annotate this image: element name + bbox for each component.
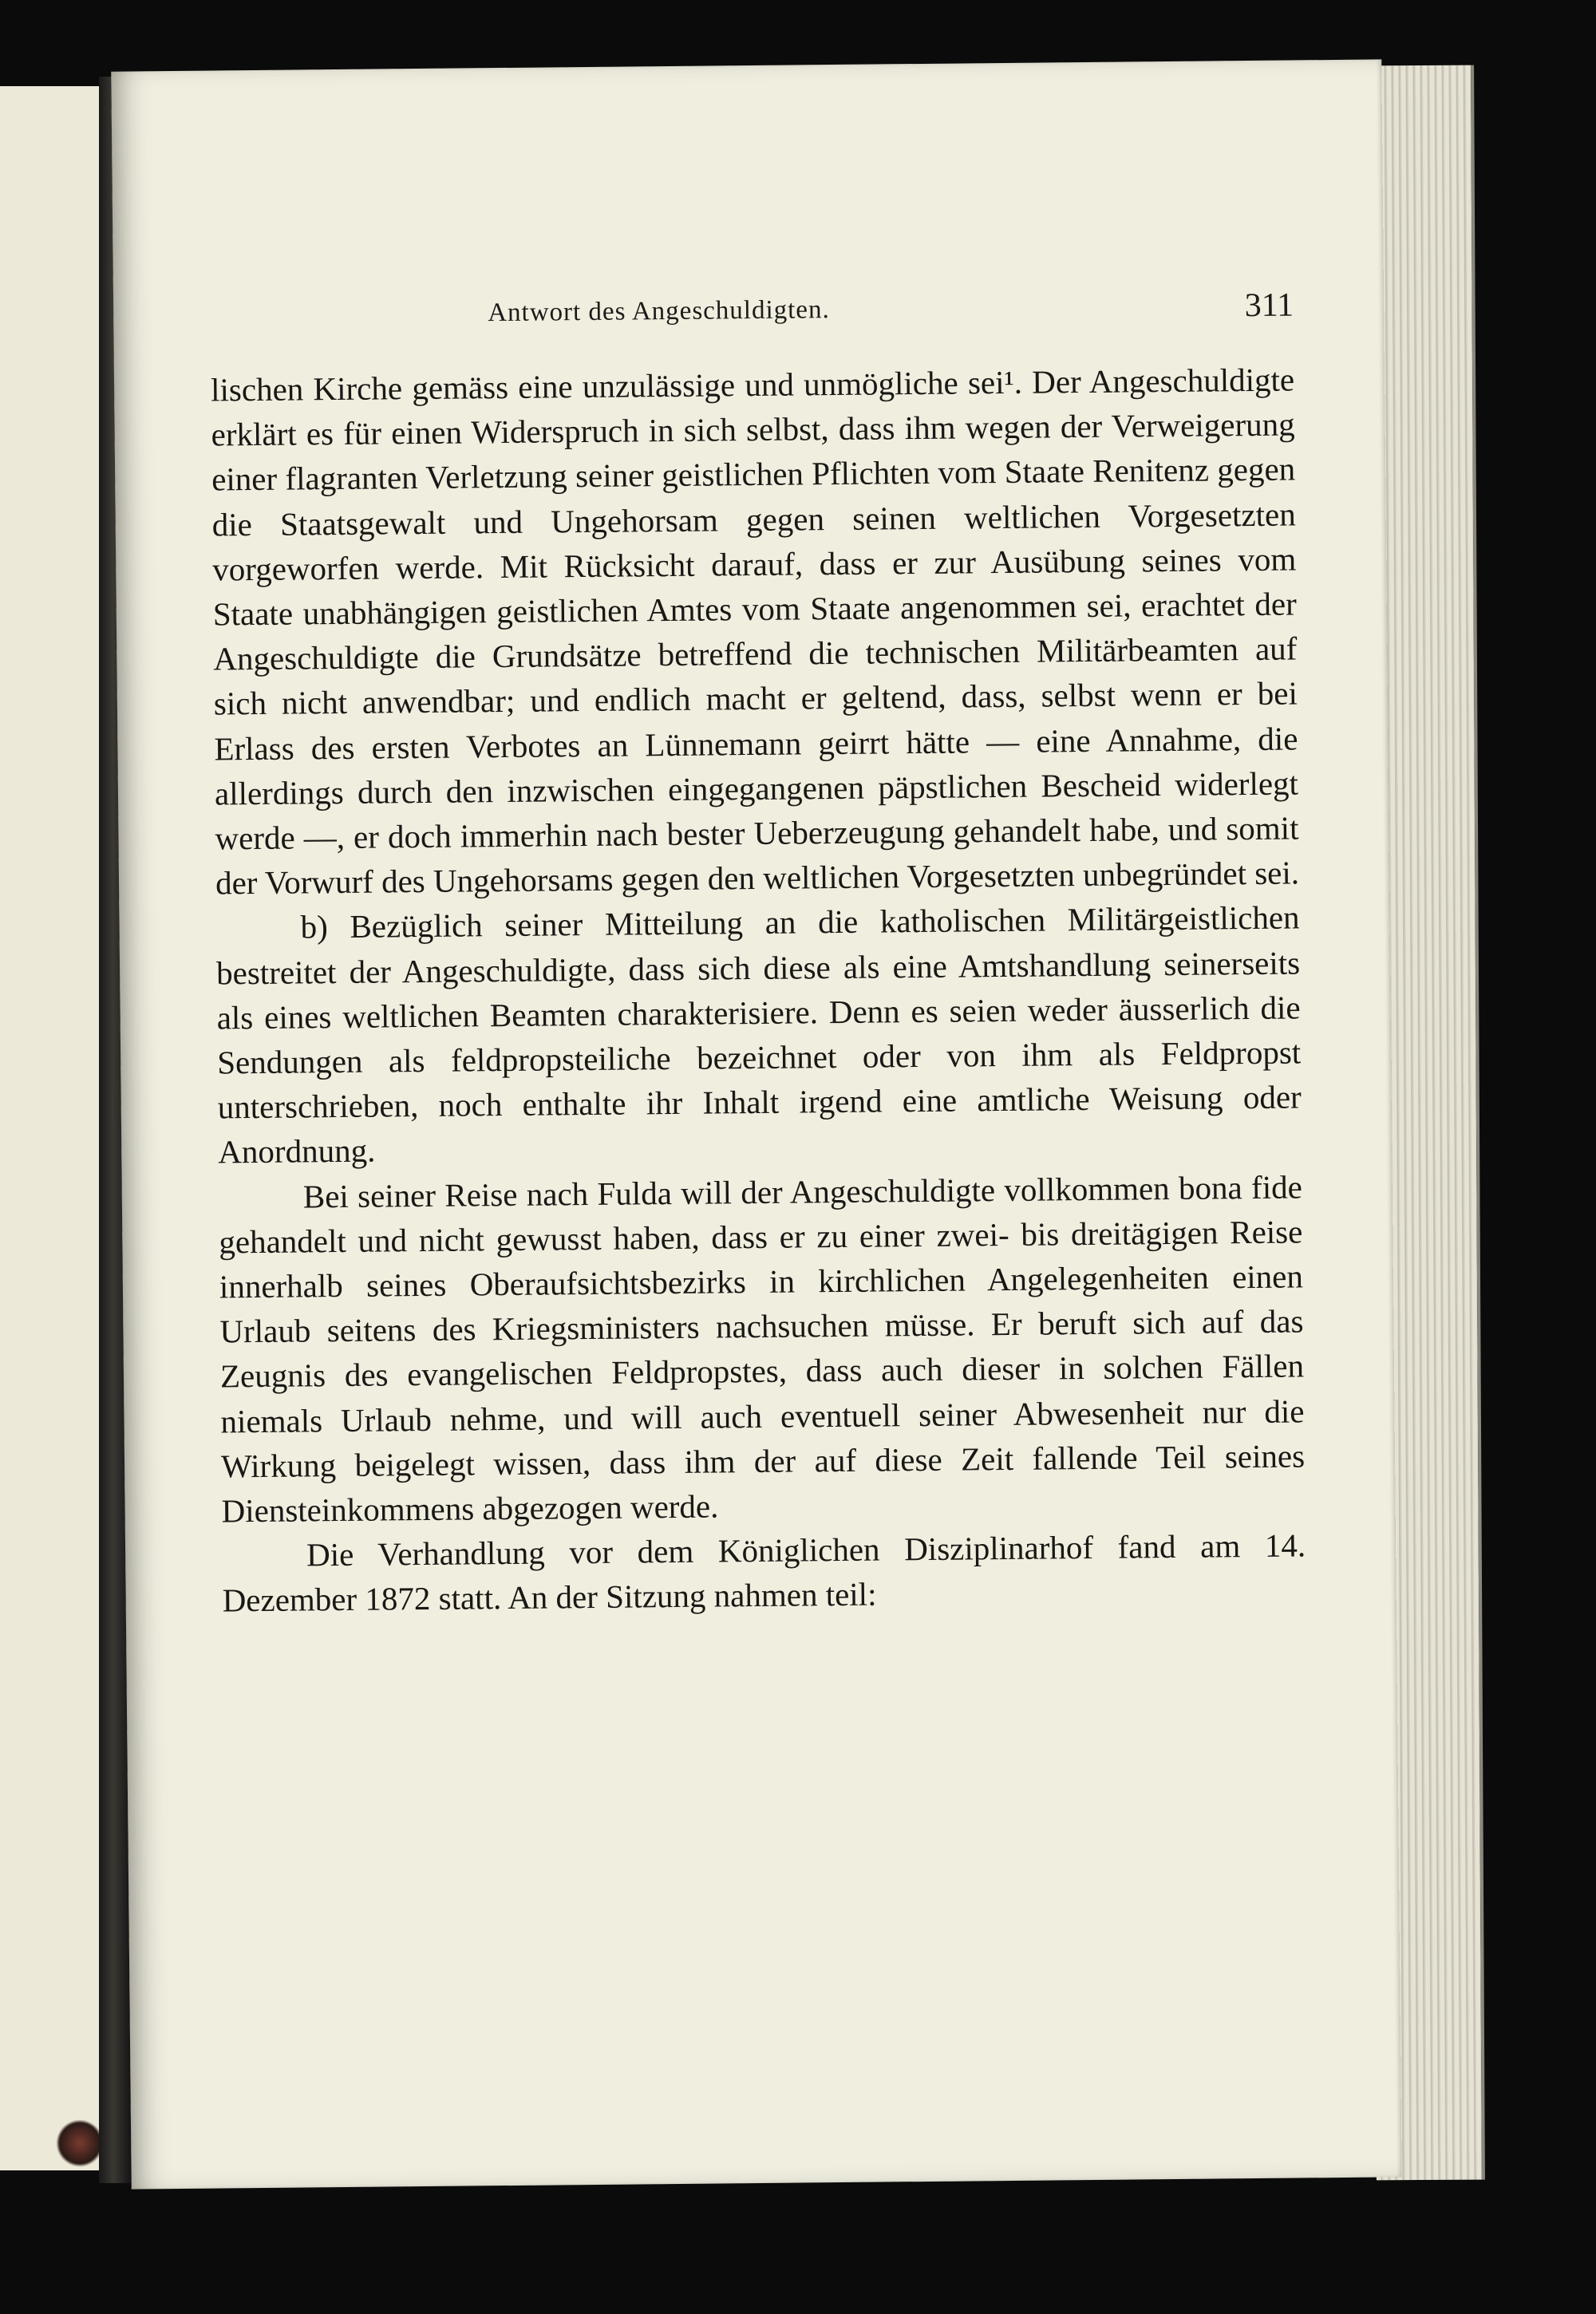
page-number: 311 [1244,286,1294,325]
paragraph-hearing: Die Verhandlung vor dem Königlichen Disziplinarhof fand am 14. Dezember 1872 statt. An der Sitzung nahmen teil: [222,1526,1306,1619]
page-header [488,286,1294,342]
paragraph-continuation: lischen Kirche gemäss eine unzulässige und unmögliche sei¹. Der Angeschuldigte erklärt es für einen Widerspruch in sich selbst, dass ihm wegen der Verweigerung einer flagranten Verletzung seiner geistlichen Pflichten vom Staate Renitenz gegen die Staatsgewalt und Ungehorsam gegen seinen weltlichen Vorgesetzten vorgeworfen werde. Mit Rücksicht darauf, dass er zur Ausübung seines vom Staate unabhängigen geistlichen Amtes vom Staate angenommen sei, erachtet der Angeschuldigte die Grundsätze betreffend die technischen Militärbeamten auf sich nicht anwendbar; und endlich macht er geltend, dass, selbst wenn er bei Erlass des ersten Verbotes an Lünnemann geirrt hätte — eine Annahme, die allerdings durch den inzwischen eingegangenen päpstlichen Bescheid widerlegt werde —, er doch immerhin nach bester Ueberzeugung gehandelt habe, und somit der Vorwurf des Ungehorsams gegen den weltlichen Vorgesetzten unbegründet sei. [210,361,1300,902]
left-page-edge [0,86,110,2170]
running-head: Antwort des Angeschuldigten. [488,295,830,328]
paragraph-b: b) Bezüglich seiner Mitteilung an die katholischen Militärgeistlichen bestreitet der Angeschuldigte, dass sich diese als eine Amtshandlung seinerseits als eines weltlichen Beamten charakterisiere. Denn es seien weder äusserlich die Sendungen als feldpropsteiliche bezeichnet oder von ihm als Feldpropst unterschrieben, noch enthalte ihr Inhalt irgend eine amtliche Weisung oder Anordnung. [215,898,1302,1171]
book-page [111,59,1401,2189]
paragraph-fulda-trip: Bei seiner Reise nach Fulda will der Angeschuldigte vollkommen bona fide gehandelt und nicht gewusst haben, dass er zu einer zwei- bis dreitägigen Reise innerhalb seines Oberaufsichtsbezirks in kirchlichen Angelegenheiten einen Urlaub seitens des Kriegsministers nachsuchen müsse. Er beruft sich auf das Zeugnis des evangelischen Feldpropstes, dass auch dieser in solchen Fällen niemals Urlaub nehme, und will auch eventuell seiner Abwesenheit nur die Wirkung beigelegt wissen, dass ihm der auf diese Zeit fallende Teil seines Diensteinkommens abgezogen werde. [219,1168,1306,1530]
bookmark-ribbon [56,2119,104,2167]
body-text [211,357,1306,1623]
